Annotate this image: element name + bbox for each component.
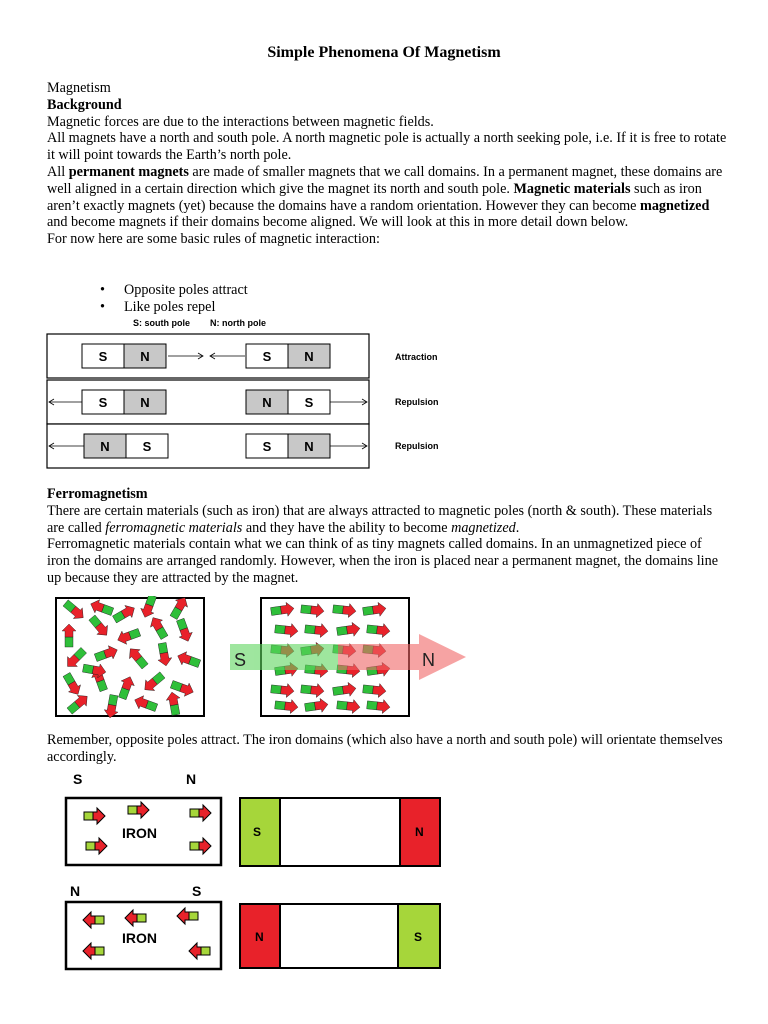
iron-domain-south — [189, 912, 198, 920]
pole-row — [47, 334, 438, 378]
legend-south: S: south pole — [133, 318, 190, 328]
top-left-pole: S — [73, 771, 83, 787]
domain-south-half — [367, 701, 378, 710]
domain-south-half — [337, 626, 348, 635]
domain-south-half — [367, 625, 378, 634]
domain-south-half — [301, 605, 312, 614]
legend-north: N: north pole — [210, 318, 266, 328]
pole-row — [47, 380, 439, 424]
left-magnet-pole-label: N — [140, 349, 150, 364]
right-magnet-pole-label: N — [304, 439, 314, 454]
rule-item: • Like poles repel — [100, 299, 216, 315]
ferro-para-2: Ferromagnetic materials contain what we can think of as tiny magnets called domains. In an unmagnetized piece of iron the domains are arranged randomly. However, when the iron is placed near a permanent magnet, the domains line up because they are attracted by the magnet. — [47, 536, 718, 586]
intro-line: Magnetic forces are due to the interactions between magnetic fields. — [47, 113, 434, 130]
intro-para-rules: For now here are some basic rules of magnetic interaction: — [47, 231, 380, 248]
domain-south-half — [271, 606, 282, 615]
top-right-pole: S — [192, 883, 202, 899]
left-magnet-pole-label: N — [100, 439, 110, 454]
iron-domain-south — [95, 947, 104, 955]
domain-south-half — [170, 704, 180, 715]
domain-south-half — [333, 686, 344, 695]
left-magnet-pole-label: N — [140, 395, 150, 410]
domain-south-half — [271, 685, 282, 694]
domain-south-half — [305, 702, 316, 711]
iron-label: IRON — [122, 825, 157, 841]
domain-south-half — [275, 625, 286, 634]
left-magnet-pole-label: S — [98, 349, 108, 364]
interaction-label: Repulsion — [395, 441, 439, 451]
magnet-right-label: N — [415, 825, 424, 839]
iron-domain-south — [128, 806, 137, 814]
domain-diagram — [54, 596, 474, 722]
intro-para-poles: All magnets have a north and south pole. A north magnetic pole is actually a north seeking pole, i.e. If it is free to rotate it will point towards the Earth’s north pole. — [47, 130, 727, 164]
iron-domain-south — [137, 914, 146, 922]
domain-south-half — [363, 606, 374, 615]
domain-south-half — [363, 685, 374, 694]
domain-south-half — [275, 701, 286, 710]
iron-domain-south — [86, 842, 95, 850]
iron-domain-south — [190, 842, 199, 850]
domain-south-half — [333, 605, 344, 614]
left-magnet-pole-label: S — [142, 439, 152, 454]
top-left-pole: N — [70, 883, 81, 899]
iron-domain-south — [95, 916, 104, 924]
left-magnet-pole-label: S — [98, 395, 108, 410]
pole-row — [47, 424, 439, 468]
iron-domain-south — [201, 947, 210, 955]
right-magnet-pole-label: N — [262, 395, 272, 410]
right-magnet-pole-label: S — [262, 349, 272, 364]
interaction-label: Attraction — [395, 352, 438, 362]
intro-para-domains: All permanent magnets are made of smaller magnets that we call domains. In a permanent magnet, these domains are well aligned in a certain direction which give the magnet its north and south pole. Magnetic materials such as iron aren’t exactly magnets (yet) because the domains have a random orientation. However they can become magnetized and become magnets if their domains become aligned. We will look at this in more detail down below. — [47, 163, 723, 231]
right-magnet-pole-label: N — [304, 349, 314, 364]
ferro-heading: Ferromagnetism — [47, 486, 148, 502]
ferro-section — [47, 486, 727, 587]
iron-domain-south — [190, 809, 199, 817]
rule-item: • Opposite poles attract — [100, 282, 248, 298]
top-right-pole: N — [186, 771, 197, 787]
domain-south-half — [158, 642, 168, 653]
iron-magnet-diagram-2 — [60, 876, 450, 976]
domain-south-half — [337, 701, 348, 710]
pole-interaction-diagram — [40, 314, 460, 474]
domain-south-half — [65, 637, 73, 647]
iron-magnet-diagram-1 — [60, 768, 450, 872]
iron-label: IRON — [122, 930, 157, 946]
domain-south-half — [301, 685, 312, 694]
interaction-label: Repulsion — [395, 397, 439, 407]
intro-section — [47, 80, 727, 248]
domain-south-half — [305, 625, 316, 634]
arrow-south-label: S — [234, 650, 247, 670]
domain-south-half — [82, 664, 93, 674]
iron-domain-south — [84, 812, 93, 820]
magnet-left-label: N — [255, 930, 264, 944]
magnet-right-label: S — [414, 930, 423, 944]
page-title: Simple Phenomena Of Magnetism — [267, 44, 501, 61]
arrow-north-label: N — [422, 650, 435, 670]
remember-text: Remember, opposite poles attract. The iron domains (which also have a north and south pole) will orientate themselves accordingly. — [47, 732, 723, 765]
domain-south-half — [108, 694, 118, 705]
right-magnet-pole-label: S — [262, 439, 272, 454]
right-magnet-pole-label: S — [304, 395, 314, 410]
magnet-left-label: S — [253, 825, 262, 839]
background-heading: Background — [47, 96, 122, 113]
ferro-para-1: There are certain materials (such as iron) that are always attracted to magnetic poles (north & south). These materials are called ferromagnetic materials and they have the ability to become magnetized. — [47, 502, 713, 536]
topic-label: Magnetism — [47, 80, 111, 96]
